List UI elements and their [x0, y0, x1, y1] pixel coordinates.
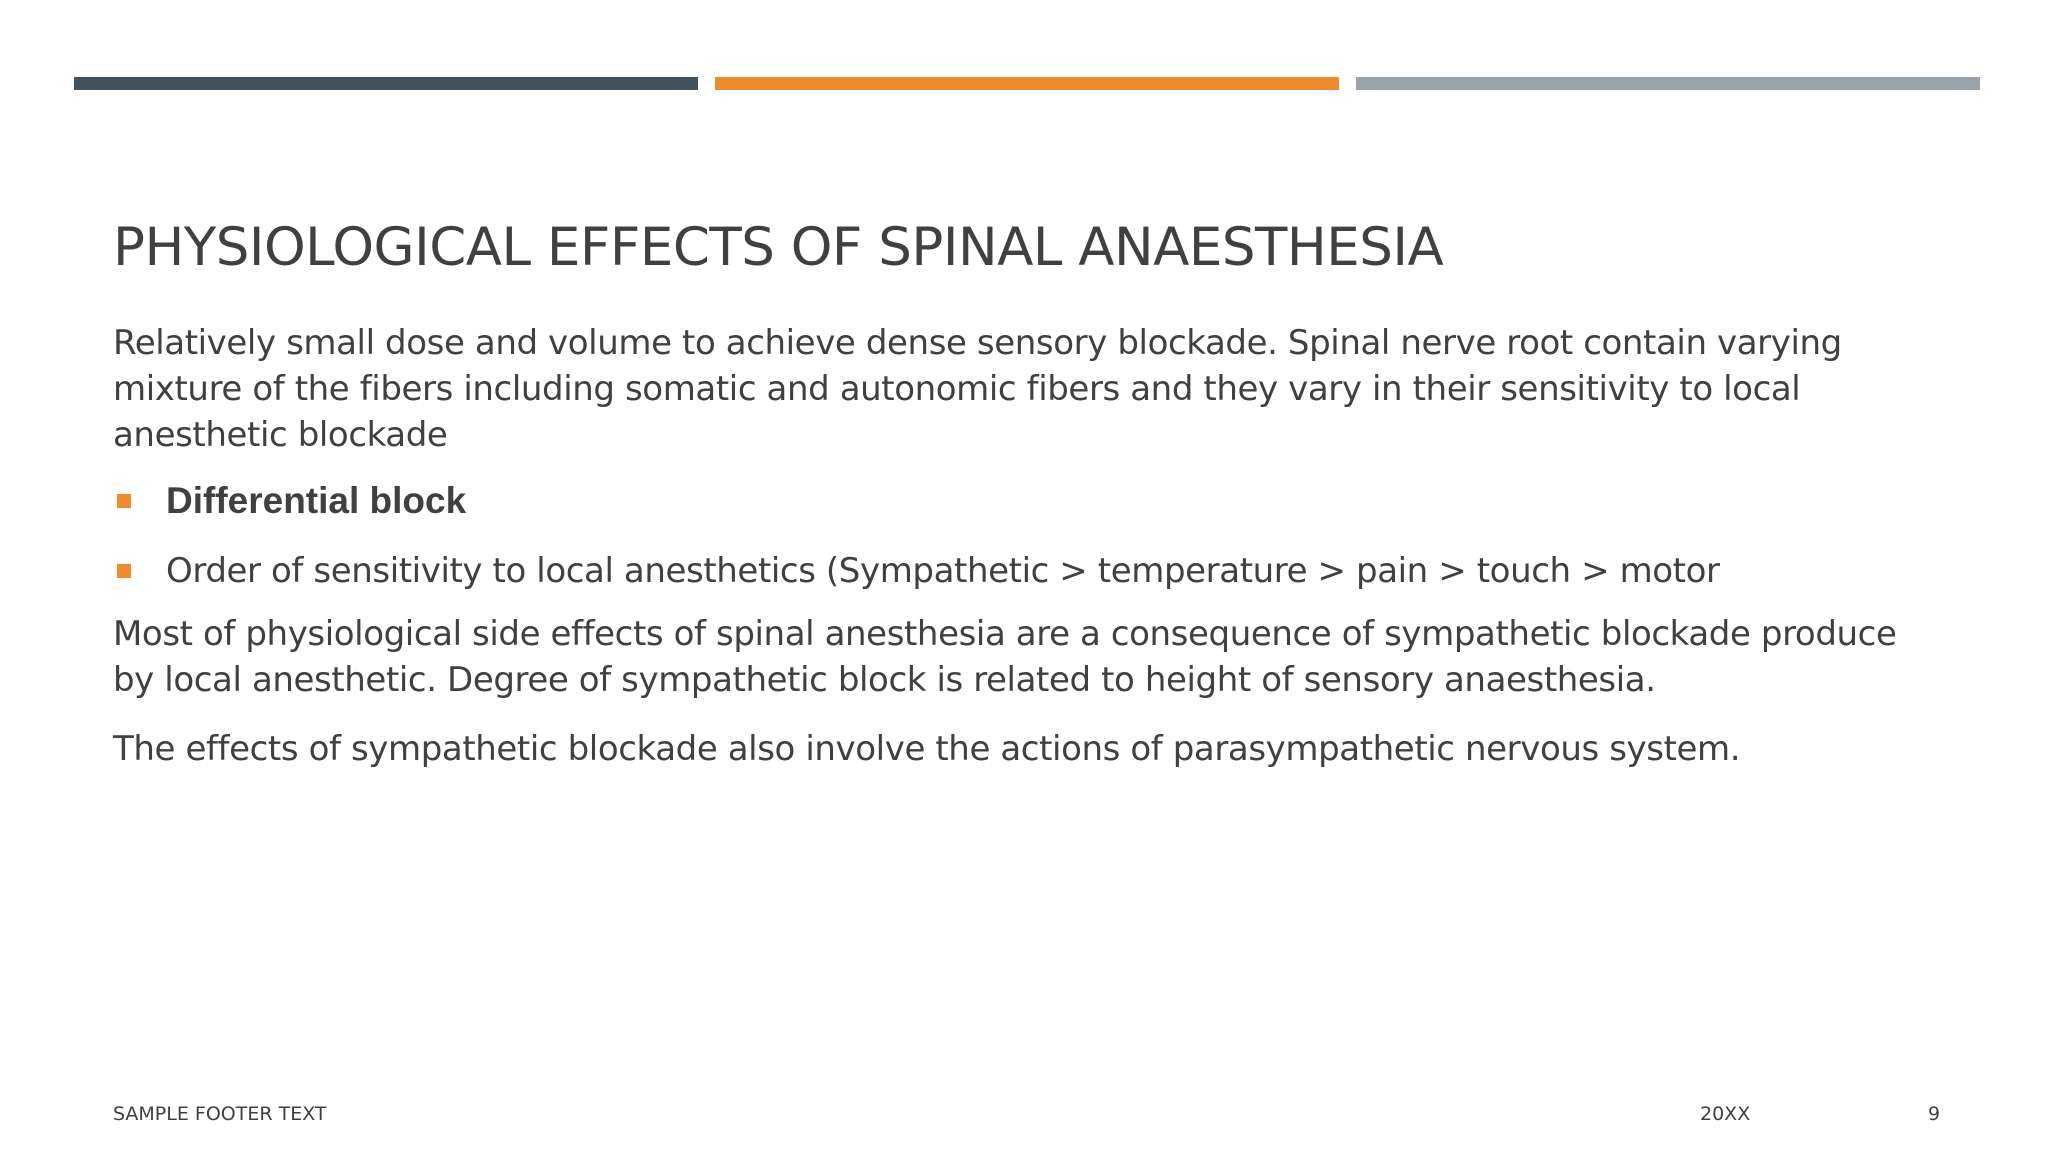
slide-number[interactable]: 9 [1928, 1103, 1941, 1125]
top-accent-bar-dark [74, 77, 698, 90]
square-bullet-icon [117, 494, 131, 508]
bullet-item-differential-block [113, 478, 1933, 525]
slide-title[interactable]: PHYSIOLOGICAL EFFECTS OF SPINAL ANAESTHESIA [113, 217, 1444, 278]
footer-text[interactable]: SAMPLE FOOTER TEXT [113, 1103, 327, 1125]
slide-body[interactable] [113, 320, 1933, 772]
footer-date[interactable]: 20XX [1700, 1103, 1751, 1125]
parasympathetic-paragraph: The effects of sympathetic blockade also involve the actions of parasympathetic nervous system. [113, 729, 1741, 769]
intro-paragraph: Relatively small dose and volume to achieve dense sensory blockade. Spinal nerve root contain varying mixture of the fibers including somatic and autonomic fibers and they vary in their sensitivity to local anesthetic blockade [113, 323, 1842, 455]
top-accent-bar-gray [1356, 77, 1980, 90]
sympathetic-blockade-paragraph: Most of physiological side effects of spinal anesthesia are a consequence of sympathetic blockade produce by local anesthetic. Degree of sympathetic block is related to height of sensory anaesthesia. [113, 614, 1897, 700]
square-bullet-icon [117, 564, 131, 578]
bullet-item-order-of-sensitivity [113, 548, 1933, 594]
top-accent-bar-orange [715, 77, 1339, 90]
bullet-text: Order of sensitivity to local anesthetics (Sympathetic > temperature > pain > touch > motor [166, 551, 1720, 591]
bullet-list [113, 478, 1933, 594]
bullet-text: Differential block [166, 480, 467, 521]
